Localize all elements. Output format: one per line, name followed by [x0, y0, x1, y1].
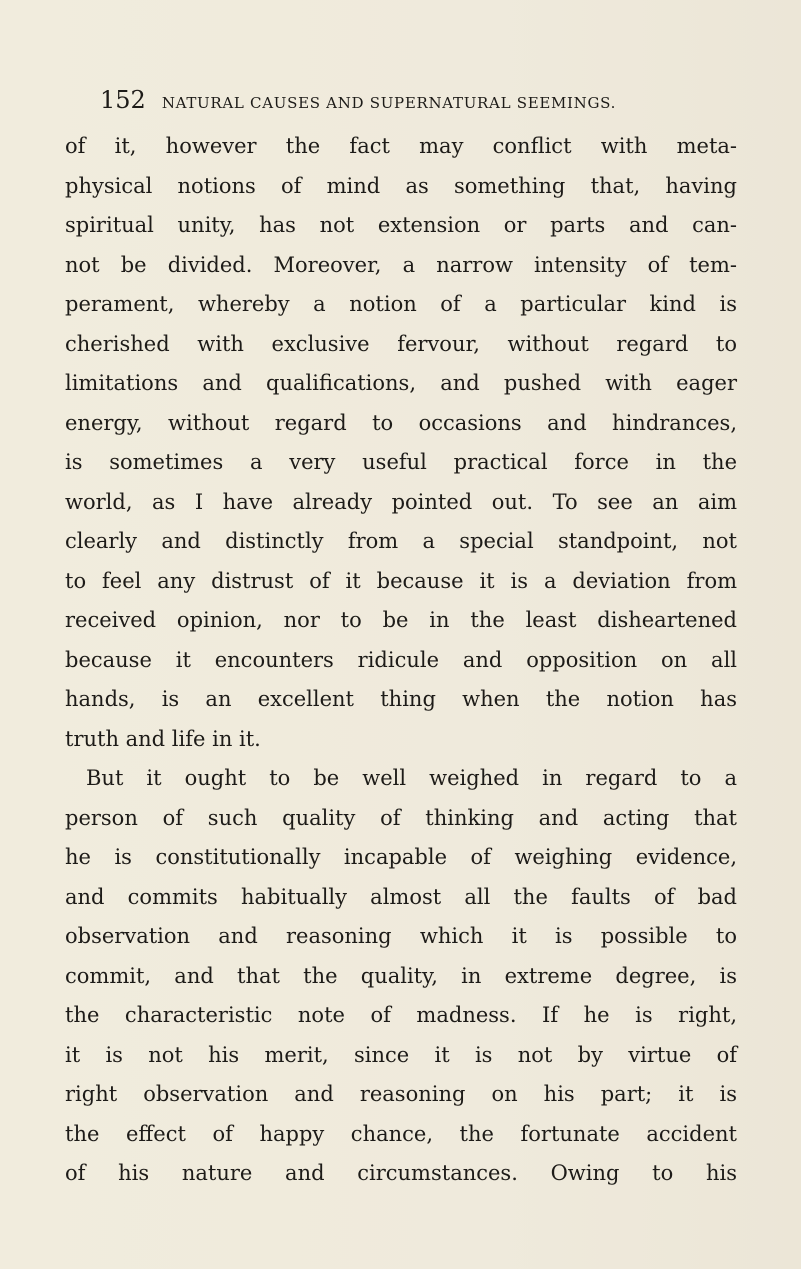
text-line: because it encounters ridicule and opposition on all [65, 647, 737, 672]
text-line: of it, however the fact may conflict with meta- [65, 134, 737, 158]
text-line: of his nature and circumstances. Owing to his [65, 1161, 737, 1185]
text-line: person of such quality of thinking and acting that [65, 805, 737, 830]
text-line: he is constitutionally incapable of weighing evidence, [65, 845, 737, 869]
text-line: the effect of happy chance, the fortunate accident [65, 1121, 737, 1146]
paragraph-end-line: truth and life in it. [65, 726, 261, 751]
text-line: it is not his merit, since it is not by virtue of [65, 1042, 737, 1067]
paragraph-start-line: But it ought to be well weighed in regard to a [86, 766, 737, 790]
text-line: clearly and distinctly from a special standpoint, not [65, 529, 737, 553]
text-line: cherished with exclusive fervour, without regard to [65, 331, 737, 356]
text-line: observation and reasoning which it is possible to [65, 924, 737, 948]
text-line: physical notions of mind as something that, having [65, 173, 737, 198]
text-line: received opinion, nor to be in the least disheartened [65, 608, 737, 632]
text-line: spiritual unity, has not extension or parts and can- [65, 213, 737, 237]
text-line: limitations and qualifications, and pushed with eager [65, 371, 737, 395]
body-text [65, 127, 737, 1194]
text-line: is sometimes a very useful practical force in the [65, 450, 737, 474]
running-header [100, 86, 700, 114]
running-title: NATURAL CAUSES AND SUPERNATURAL SEEMINGS. [161, 94, 617, 112]
text-line: world, as I have already pointed out. To see an aim [65, 489, 737, 514]
text-line: commit, and that the quality, in extreme degree, is [65, 963, 737, 988]
text-line: to feel any distrust of it because it is a deviation from [65, 568, 737, 593]
text-line: perament, whereby a notion of a particular kind is [65, 292, 737, 316]
text-line: the characteristic note of madness. If he is right, [65, 1003, 737, 1027]
text-line: not be divided. Moreover, a narrow intensity of tem- [65, 252, 737, 277]
page-number: 152 [100, 86, 146, 114]
text-line: right observation and reasoning on his part; it is [65, 1082, 737, 1106]
text-line: hands, is an excellent thing when the notion has [65, 687, 737, 711]
text-line: energy, without regard to occasions and hindrances, [65, 410, 737, 435]
text-line: and commits habitually almost all the faults of bad [65, 884, 737, 909]
